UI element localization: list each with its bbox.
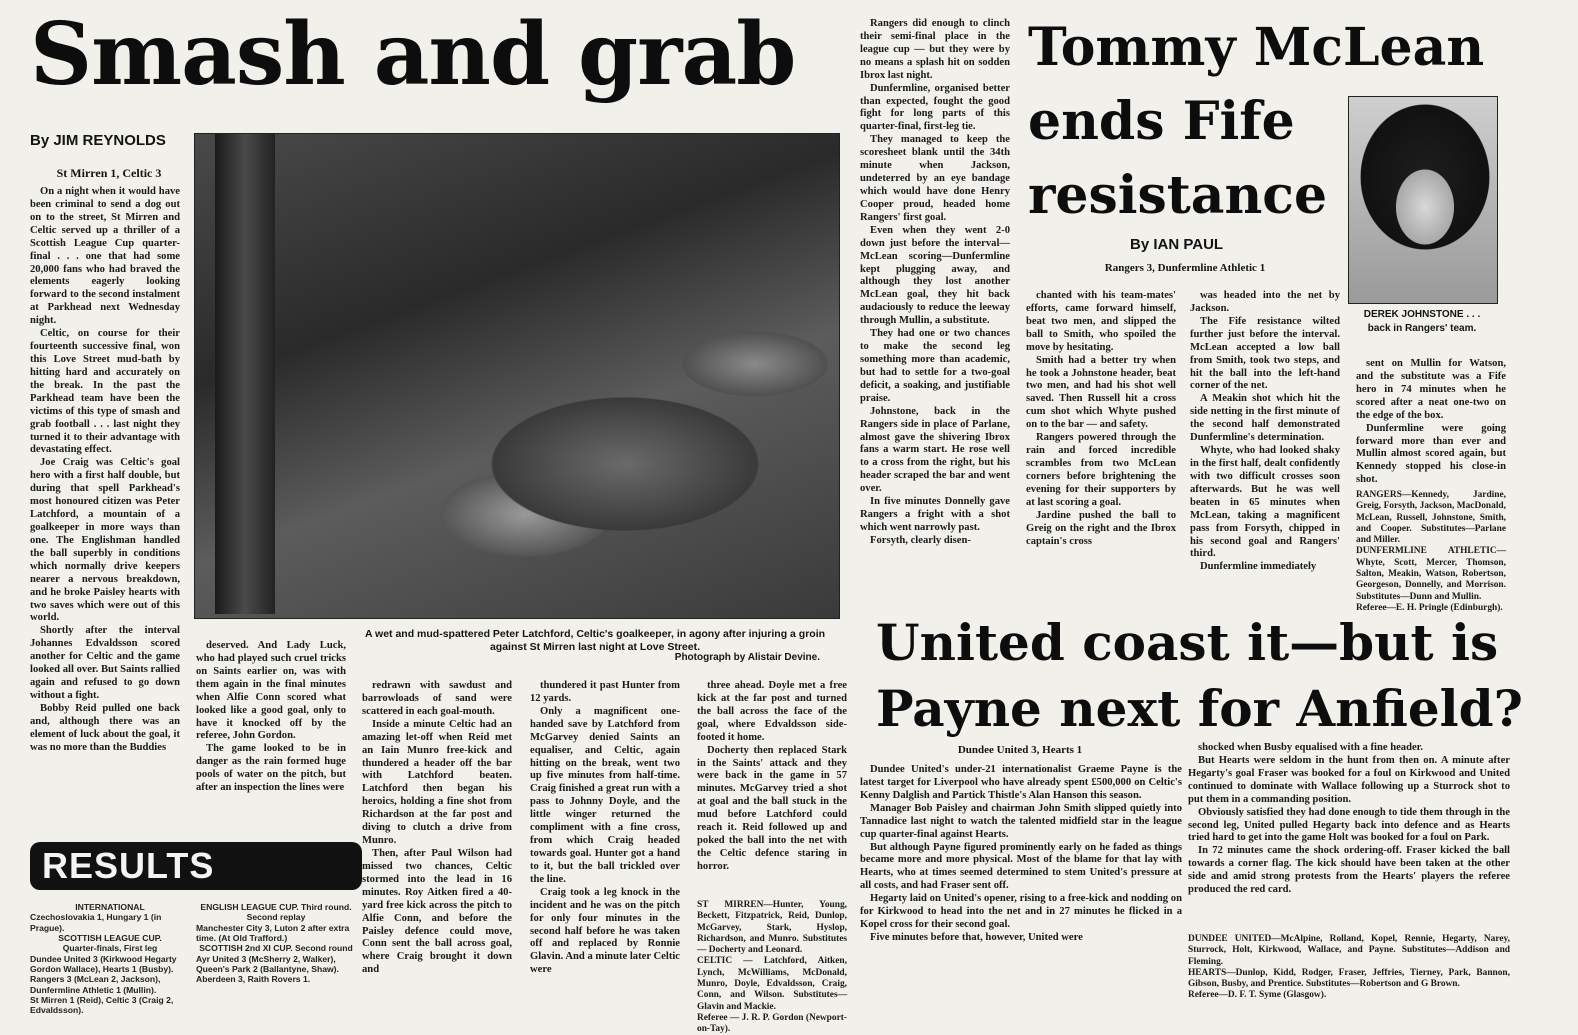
paragraph: Manager Bob Paisley and chairman John Smith slipped quietly into Tannadice last night to watch the talented midfield star in the league cup quarter-final against Hearts. xyxy=(860,802,1182,840)
result-line: Czechoslovakia 1, Hungary 1 (in Prague). xyxy=(30,912,162,933)
paragraph: DUNDEE UNITED—McAlpine, Rolland, Kopel, Rennie, Hegarty, Narey, Sturrock, Holt, Kirkwood, Wallace, and Payne. Substitutes—Addison and Fleming. xyxy=(1188,934,1510,967)
story2-lead-column xyxy=(860,18,1010,598)
paragraph: HEARTS—Dunlop, Kidd, Rodger, Fraser, Jeffries, Tierney, Park, Bannon, Gibson, Busby, and Prentice. Substitutes—Robertson and G Brown. xyxy=(1188,967,1510,990)
headline-payne-next-for-anfield: Payne next for Anfield? xyxy=(876,679,1523,738)
paragraph: Hegarty laid on United's opener, rising to a free-kick and nodding on for Kirkwood to head into the net and in 27 minutes he flicked in a Kopel cross for their second goal. xyxy=(860,893,1182,931)
paragraph: In five minutes Donnelly gave Rangers a fright with a shot which went narrowly past. xyxy=(860,496,1010,533)
paragraph: Referee — J. R. P. Gordon (Newport-on-Tay). xyxy=(697,1012,847,1035)
paragraph: redrawn with sawdust and barrowloads of sand were scattered in each goal-mouth. xyxy=(362,680,512,717)
photo-credit: Photograph by Alistair Devine. xyxy=(674,652,820,663)
paragraph: Shortly after the interval Johannes Edvaldsson scored another for Celtic and the game looked all over. But Saints rallied again and refused to go down without a fight. xyxy=(30,625,180,701)
result-line: Rangers 3 (McLean 2, Jackson), Dunfermline Athletic 1 (Mullin). xyxy=(30,974,161,995)
paragraph: RANGERS—Kennedy, Jardine, Greig, Forsyth, Jackson, MacDonald, McLean, Russell, Johnstone, Smith, and Cooper. Substitutes—Parlane and Miller. xyxy=(1356,490,1506,546)
paragraph: Dundee United's under-21 internationalist Graeme Payne is the latest target for Liverpool who have already spent £500,000 on Celtic's Kenny Dalglish and Partick Thistle's Alan Hanson this season. xyxy=(860,764,1182,801)
story1-column-4 xyxy=(530,680,680,1000)
story1-team-lineups xyxy=(697,900,847,1035)
result-heading: ENGLISH LEAGUE CUP. Third round. Second replay xyxy=(200,902,352,923)
derek-johnstone-portrait xyxy=(1348,96,1498,304)
paragraph: ST MIRREN—Hunter, Young, Beckett, Fitzpatrick, Reid, Dunlop, McGarvey, Stark, Hyslop, Richardson, and Munro. Substitutes — Docherty and Leonard. xyxy=(697,900,847,956)
paragraph: Forsyth, clearly disen- xyxy=(870,534,971,546)
story2-team-lineups xyxy=(1356,490,1506,613)
result-line: Aberdeen 3, Raith Rovers 1. xyxy=(196,974,311,985)
story3-column-a xyxy=(860,764,1182,1000)
paragraph: Then, after Paul Wilson had missed two chances, Celtic stormed into the lead in 16 minutes. Roy Aitken fired a 40-yard free kick across the pitch to Alfie Conn, and before the Paisley defence could move, Conn sent the ball across goal, where Craig brought it down and xyxy=(362,847,512,976)
story1-column-2 xyxy=(196,640,346,830)
paragraph: Bobby Reid pulled one back and, although there was an element of luck about the goal, it was no more than the Buddies xyxy=(30,702,180,753)
paragraph: deserved. And Lady Luck, who had played such cruel tricks on Saints earlier on, was with them again in the final minutes when Alfie Conn scored what looked like a good goal, only to have it knocked off by the referee, John Gordon. xyxy=(196,640,346,742)
results-right-column xyxy=(196,902,356,1002)
score-dundee-united-hearts: Dundee United 3, Hearts 1 xyxy=(957,744,1083,756)
result-line: St Mirren 1 (Reid), Celtic 3 (Craig 2, Edvaldsson). xyxy=(30,994,174,1016)
headline-smash-and-grab: Smash and grab xyxy=(30,4,796,105)
paragraph: Only a magnificent one-handed save by Latchford from McGarvey denied Saints an equaliser, and Celtic, again hitting on the break, went two up five minutes from half-time. Craig finished a great run with a pass to Johnny Doyle, and the little winger returned the compliment with a fine cross, from which Craig headed towards goal. Hunter got a hand to it, but the ball trickled over the line. xyxy=(530,705,680,885)
paragraph: three ahead. Doyle met a free kick at the far post and turned the ball across the face of the goal, where Edvaldsson side-footed it home. xyxy=(697,680,847,743)
paragraph: In 72 minutes came the shock ordering-off. Fraser kicked the ball towards a corner flag. The kick should have been taken at the other side and amid strong protests from the Hearts' players the referee produced the red card. xyxy=(1188,845,1510,896)
score-st-mirren-celtic: St Mirren 1, Celtic 3 xyxy=(56,166,162,180)
paragraph: Jardine pushed the ball to Greig on the right and the Ibrox captain's cross xyxy=(1026,509,1176,547)
paragraph: Referee—D. F. T. Syme (Glasgow). xyxy=(1188,990,1327,1001)
paragraph: Inside a minute Celtic had an amazing let-off when Reid met an Iain Munro free-kick and thundered a header off the bar with Latchford beaten. Latchford then began his heroics, holding a fine shot from Richardson at the far post and diving to clutch a drive from Munro. xyxy=(362,718,512,847)
paragraph: Dunfermline were going forward more than ever and Mullin almost scored again, but Kennedy stopped his close-in shot. xyxy=(1356,422,1506,486)
story1-column-1 xyxy=(30,186,180,753)
paragraph: A Meakin shot which hit the side netting in the first minute of the second half demonstrated Dunfermline's determination. xyxy=(1190,393,1340,444)
results-banner xyxy=(30,842,362,890)
paragraph: DUNFERMLINE ATHLETIC—Whyte, Scott, Mercer, Thomson, Salton, Meakin, Watson, Robertson, Georgeson, Donnelly, and Morrison. Substitutes—Dunn and Mullin. xyxy=(1356,546,1506,602)
paragraph: sent on Mullin for Watson, and the substitute was a Fife hero in 74 minutes when he scored after a neat one-two on the edge of the box. xyxy=(1356,358,1506,421)
headline-united-coast-it: United coast it—but is xyxy=(876,613,1499,672)
paragraph: Obviously satisfied they had done enough to tide them through in the second leg, United pulled Hegarty back into defence and as Hearts tried hard to get into the game Holt was booked for a foul on Park. xyxy=(1188,806,1510,844)
paragraph: CELTIC — Latchford, Aitken, Lynch, McWilliams, McDonald, Munro, Doyle, Edvaldsson, Craig, Conn, and Wilson. Substitutes—Glavin and Mackie. xyxy=(697,956,847,1012)
story1-column-5 xyxy=(697,680,847,895)
story1-column-3 xyxy=(362,680,512,1000)
paragraph: Johnstone, back in the Rangers side in place of Parlane, almost gave the shivering Ibrox fans a warm start. He rose well to a cross from the right, but his header scraped the bar and went over. xyxy=(860,405,1010,495)
result-heading: INTERNATIONAL xyxy=(75,902,145,912)
score-rangers-dunfermline: Rangers 3, Dunfermline Athletic 1 xyxy=(1104,262,1266,274)
byline-jim-reynolds: By JIM REYNOLDS xyxy=(30,132,166,149)
paragraph: But Hearts were seldom in the hunt from then on. A minute after Hegarty's goal Fraser was booked for a foul on Kirkwood and United continued to dominate with Wallace following up a Sturrock shot to put them in a commanding position. xyxy=(1188,754,1510,805)
paragraph: Rangers did enough to clinch their semi-final place in the league cup — but they were by no means a splash hit on sodden Ibrox last night. xyxy=(860,18,1010,81)
result-heading: SCOTTISH LEAGUE CUP. xyxy=(58,932,162,943)
paragraph: Five minutes before that, however, United were xyxy=(870,931,1083,943)
paragraph: shocked when Busby equalised with a fine header. xyxy=(1198,742,1424,753)
paragraph: Even when they went 2-0 down just before the interval—McLean scoring—Dunfermline kept plugging away, and although they lost another McLean goal, they hit back audaciously to reduce the leeway through Mullin, a substitute. xyxy=(860,224,1010,327)
story2-column-a xyxy=(1026,290,1176,600)
results-title: RESULTS xyxy=(42,845,215,886)
paragraph: Joe Craig was Celtic's goal hero with a first half double, but during that spell Parkhead's most honoured citizen was Peter Latchford, a mountain of a goalkeeper in more ways than one. The Englishman handled the ball superbly in conditions which normally drive keepers nearer a nervous breakdown, and he broke Paisley hearts with two saves which were out of this world. xyxy=(30,457,180,624)
paragraph: Rangers powered through the rain and forced incredible scrambles from two McLean corners before brightening the evening for their supporters by at last scoring a goal. xyxy=(1026,432,1176,508)
result-heading: Quarter-finals, First leg xyxy=(62,943,158,954)
paragraph: Whyte, who had looked shaky in the first half, dealt confidently with two difficult crosses soon afterwards. But he was well beaten in 65 minutes when McLean, taking a magnificent pass from Forsyth, chipped in his second goal and Rangers' third. xyxy=(1190,445,1340,560)
paragraph: Dunfermline, organised better than expected, fought the good fight for long parts of this quarter-final, first-leg tie. xyxy=(860,82,1010,133)
paragraph: The game looked to be in danger as the rain formed huge pools of water on the pitch, but after an inspection the lines were xyxy=(196,743,346,794)
result-line: Manchester City 3, Luton 2 after extra time. (At Old Trafford.) xyxy=(196,922,350,943)
latchford-photo xyxy=(194,133,840,619)
story2-column-c xyxy=(1356,358,1506,488)
paragraph: But although Payne figured prominently early on he faded as things became more and more physical. Most of the blame for that lay with Hearts, who at times seemed determined to stem United's pressure at all costs, and had Fraser sent off. xyxy=(860,841,1182,892)
paragraph: They managed to keep the scoresheet blank until the 34th minute when Jackson, undeterred by an eye bandage which would have done Henry Cooper proud, headed home Rangers' first goal. xyxy=(860,134,1010,223)
paragraph: The Fife resistance wilted further just before the interval. McLean accepted a low ball from Smith, took two steps, and hit the ball into the left-hand corner of the net. xyxy=(1190,315,1340,392)
portrait-caption-text: back in Rangers' team. xyxy=(1367,323,1477,334)
story3-column-b xyxy=(1188,742,1510,932)
paragraph: chanted with his team-mates' efforts, came forward himself, beat two men, and slipped the ball to Smith, who spoiled the move by hesitating. xyxy=(1026,290,1176,353)
paragraph: thundered it past Hunter from 12 yards. xyxy=(530,680,680,704)
portrait-caption-name: DEREK JOHNSTONE . . . xyxy=(1363,309,1481,320)
headline-tommy-mclean: Tommy McLean xyxy=(1028,17,1485,78)
byline-ian-paul: By IAN PAUL xyxy=(1130,236,1224,253)
result-line: Dundee United 3 (Kirkwood Hegarty Gordon Wallace), Hearts 1 (Busby). xyxy=(30,953,177,974)
photo-caption: A wet and mud-spattered Peter Latchford, Celtic's goalkeeper, in agony after injuring a groin against St Mirren last night at Love Street. xyxy=(364,628,826,654)
paragraph: was headed into the net by Jackson. xyxy=(1190,290,1340,314)
goalpost-shape xyxy=(215,134,275,614)
headline-ends-fife: ends Fife xyxy=(1028,91,1295,152)
paragraph: Referee—E. H. Pringle (Edinburgh). xyxy=(1356,602,1503,613)
result-heading: SCOTTISH 2nd XI CUP. Second round xyxy=(199,943,353,954)
paragraph: Craig took a leg knock in the incident and he was on the pitch for only four minutes in the second half before he was taken off and replaced by Ronnie Glavin. And a minute later Celtic were xyxy=(530,886,680,976)
paragraph: Celtic, on course for their fourteenth successive final, won this Love Street mud-bath by hitting hard and accurately on the break. In the past the Parkhead team have been the victims of this type of smash and grab football . . . last night they turned it to their advantage with devastating effect. xyxy=(30,328,180,456)
headline-resistance: resistance xyxy=(1028,165,1328,226)
results-left-column xyxy=(30,902,190,1016)
paragraph: On a night when it would have been criminal to send a dog out on to the street, St Mirren and Celtic served up a thriller of a Scottish League Cup quarter-final . . . one that had some 20,000 fans who had braved the elements eagerly looking forward to the second instalment at Parkhead next Wednesday night. xyxy=(30,186,180,327)
paragraph: Dunfermline immediately xyxy=(1200,561,1317,573)
story3-team-lineups xyxy=(1188,934,1510,1004)
story2-column-b xyxy=(1190,290,1340,600)
paragraph: Smith had a better try when he took a Johnstone header, beat two men, and had his shot well saved. Then Russell hit a cross cum shot which Whyte pushed on to the bar — and safety. xyxy=(1026,354,1176,431)
paragraph: They had one or two chances to make the second leg something more than academic, but had to settle for a two-goal deficit, a soaking, and justifiable praise. xyxy=(860,328,1010,404)
paragraph: Docherty then replaced Stark in the Saints' attack and they were back in the game in 57 minutes. McGarvey tried a shot at goal and the ball stuck in the mud before Latchford could reach it. Reid followed up and poked the ball into the net with the Celtic defence staring in horror. xyxy=(697,744,847,872)
result-line: Ayr United 3 (McSherry 2, Walker), Queen's Park 2 (Ballantyne, Shaw). xyxy=(196,953,339,974)
